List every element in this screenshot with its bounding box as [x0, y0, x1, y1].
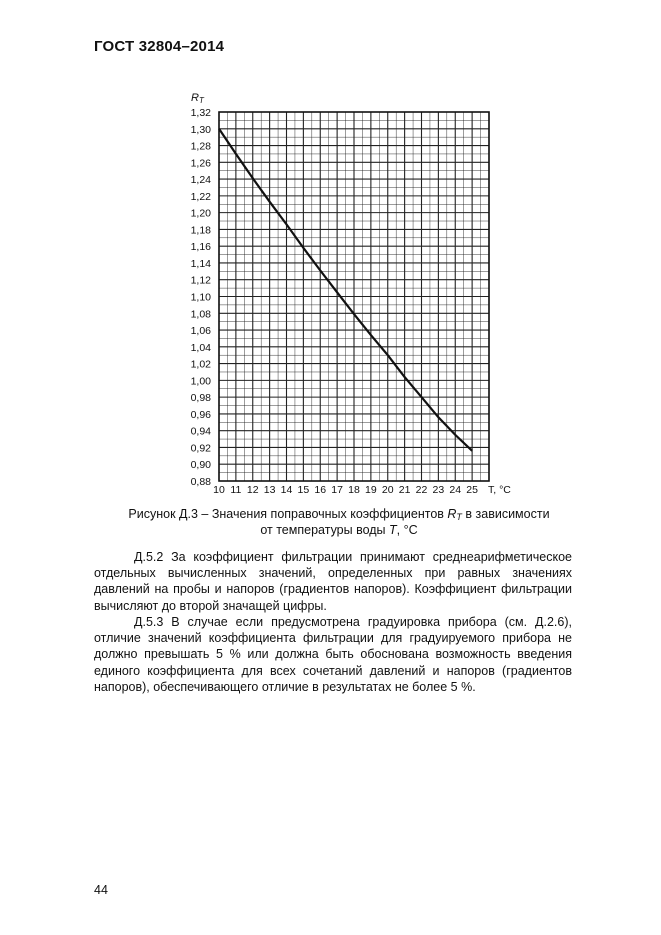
caption-var-r-sub: T — [456, 512, 462, 522]
y-tick-label: 0,96 — [190, 408, 211, 421]
x-tick-label: 18 — [348, 484, 360, 496]
y-tick-label: 1,10 — [190, 291, 211, 304]
x-tick-label: 16 — [314, 484, 327, 496]
x-tick-label: 22 — [415, 484, 428, 496]
y-axis-label-var: R — [191, 92, 199, 104]
y-tick-label: 0,92 — [190, 442, 211, 455]
x-tick-label: 19 — [365, 484, 377, 496]
caption-var-r: R — [447, 507, 457, 521]
y-tick-label: 1,28 — [190, 140, 211, 153]
y-tick-label: 1,22 — [190, 190, 211, 203]
caption2-var-t: T — [389, 523, 397, 537]
x-tick-labels — [213, 484, 478, 496]
y-tick-label: 1,30 — [190, 123, 211, 136]
x-tick-label: 25 — [466, 484, 478, 496]
y-tick-label: 1,26 — [190, 157, 211, 170]
x-tick-label: 24 — [449, 484, 462, 496]
page-number: 44 — [94, 883, 108, 897]
paragraph-d53-text: Д.5.3 В случае если предусмотрена градуировка прибора (см. Д.2.6), отличие значений коэффициента фильтрации для градуируемого прибора не должно превышать 5 % или должна быть обоснована возможность введения единого коэффициента для всех сочетаний давлений и напоров (градиентов напоров), обеспечивающего отличие в результатах не более 5 %. — [94, 615, 572, 694]
y-tick-label: 1,02 — [190, 358, 211, 371]
y-tick-label: 1,14 — [190, 257, 211, 270]
y-tick-label: 1,04 — [190, 341, 211, 354]
y-axis-label-sub: T — [198, 96, 204, 105]
x-tick-label: 17 — [331, 484, 343, 496]
x-tick-label: 10 — [213, 484, 225, 496]
y-tick-label: 1,08 — [190, 308, 211, 321]
paragraph-d53 — [94, 614, 572, 695]
paragraph-d52-text: Д.5.2 За коэффициент фильтрации принимают среднеарифметическое отдельных вычисленных значений, определенных при равных значениях давлений на пробы и напоров (градиентов напоров). Коэффициент фильтрации вычисляют до второй значащей цифры. — [94, 550, 572, 613]
grid-major-lines — [219, 112, 489, 481]
x-tick-label: 12 — [246, 484, 259, 496]
y-tick-label: 1,32 — [190, 107, 211, 119]
x-tick-label: 15 — [297, 484, 310, 496]
caption-suffix: в зависимости — [461, 507, 550, 521]
caption2-prefix: от температуры воды — [260, 523, 390, 537]
x-tick-label: 13 — [263, 484, 276, 496]
y-tick-label: 1,24 — [190, 174, 211, 187]
y-tick-labels — [191, 107, 212, 488]
x-axis-label: T, °C — [488, 484, 511, 496]
caption-prefix: Рисунок Д.3 – Значения поправочных коэффициентов — [128, 507, 448, 521]
x-tick-label: 21 — [398, 484, 411, 496]
y-tick-label: 1,18 — [190, 224, 211, 237]
y-tick-label: 0,98 — [190, 392, 211, 405]
figure-caption-line2 — [94, 522, 584, 538]
x-tick-label: 11 — [230, 484, 242, 496]
x-tick-label: 23 — [432, 484, 445, 496]
y-tick-label: 1,06 — [190, 325, 211, 338]
document-header: ГОСТ 32804–2014 — [94, 38, 225, 55]
paragraph-d52 — [94, 549, 572, 614]
y-tick-label: 1,00 — [190, 375, 211, 388]
y-tick-label: 1,20 — [190, 207, 211, 220]
y-axis-label — [191, 92, 205, 105]
caption2-suffix: , °С — [396, 523, 418, 537]
y-tick-label: 1,12 — [190, 274, 211, 287]
y-tick-label: 1,16 — [190, 241, 211, 254]
y-tick-label: 0,90 — [190, 459, 211, 472]
x-tick-label: 20 — [381, 484, 394, 496]
y-tick-label: 0,88 — [190, 476, 211, 488]
x-tick-label: 14 — [280, 484, 293, 496]
y-tick-label: 0,94 — [190, 425, 211, 438]
